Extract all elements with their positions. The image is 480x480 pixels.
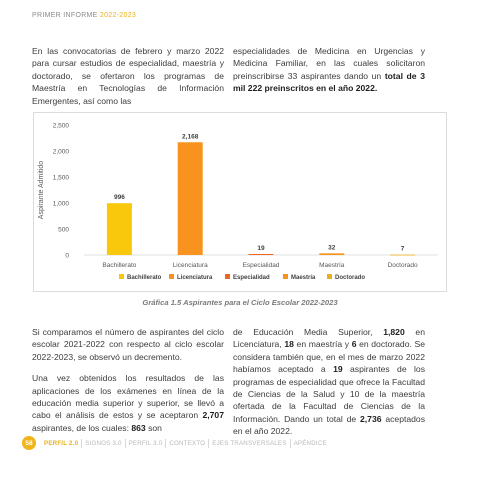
y-tick-label: 1,500 (52, 174, 69, 182)
text-top-right (233, 45, 425, 104)
footer-nav-item[interactable]: PERFIL 2.0 (44, 439, 79, 447)
legend-label: Licenciatura (177, 275, 213, 281)
paragraph (233, 326, 425, 438)
running-header (32, 12, 136, 19)
text-run: En las convocatorias de febrero y marzo 2022 para cursar estudios de especialidad, maestría y doctorado, se ofertaron los programas de Maestría en Tecnologías de Información Emergentes, así como las (32, 46, 224, 106)
text-run: especialidades de Medicina en Urgencias y Medicina Familiar, en las cuales solicitaron preinscribirse 33 aspirantes dando un (233, 46, 425, 81)
text-run: Si comparamos el número de aspirantes del ciclo escolar 2021-2022 con respecto al ciclo escolar 2022-2023, se observó un decremento. (32, 327, 224, 362)
data-label: 7 (400, 245, 405, 253)
page-number: 58 (22, 436, 36, 450)
legend-label: Maestría (291, 275, 316, 281)
text-run: en maestría y (293, 339, 352, 350)
footer-nav-item[interactable]: APÉNDICE (290, 439, 330, 448)
x-tick-label: Especialidad (242, 262, 280, 269)
text-run: aspirantes, de los cuales: (32, 422, 132, 433)
bold-text: 6 (351, 339, 357, 350)
bold-text: 18 (284, 339, 294, 350)
footer-nav (44, 439, 330, 448)
footer-nav-item[interactable]: SIGNOS 3.0 (81, 439, 124, 448)
x-tick-label: Doctorado (387, 262, 418, 269)
text-run: en doctorado. Se considera también que, en el mes de marzo 2022 habíamos aceptado a (233, 339, 426, 375)
legend-swatch (327, 274, 332, 279)
legend-swatch (119, 274, 124, 279)
y-axis-title: Aspirante Admitido (38, 160, 45, 220)
bar-maestría (319, 253, 344, 255)
bold-text: 2,707 (202, 410, 224, 421)
text-bottom-left (32, 326, 224, 443)
text-run: de Educación Media Superior, (233, 327, 384, 337)
y-tick-label: 500 (58, 226, 69, 234)
header-year: 2022-2023 (99, 12, 137, 19)
text-run: aspirantes de los programas de especialidad que ofrece la Facultad de Ciencias de la Salud y 10 de la maestría ofertada de la Facultad de Ciencias de la Información. Dando un total de (233, 364, 425, 424)
x-tick-label: Licenciatura (172, 262, 208, 269)
footer-nav-item[interactable]: CONTEXTO (165, 439, 208, 448)
legend-swatch (283, 274, 288, 279)
header-title: PRIMER INFORME (32, 12, 98, 19)
chart-frame (33, 112, 447, 292)
bar-chart (34, 113, 448, 293)
paragraph (32, 372, 224, 434)
footer-nav-item[interactable]: PERFIL 3.0 (125, 439, 166, 448)
text-run: son (145, 422, 162, 433)
bold-text: 2,736 (360, 413, 382, 424)
bar-licenciatura (178, 142, 203, 255)
bar-doctorado (390, 255, 415, 256)
y-tick-label: 2,000 (52, 148, 69, 156)
text-run: en Licenciatura, (233, 327, 425, 350)
bold-text: total de 3 mil 222 preinscritos en el año 2022. (233, 70, 425, 94)
footer-nav-item[interactable]: EJES TRANSVERSALES (208, 439, 289, 448)
text-run: aceptados en el año 2022. (233, 413, 425, 437)
x-tick-label: Bachillerato (102, 262, 137, 269)
bar-bachillerato (107, 203, 132, 255)
bold-text: 1,820 (383, 327, 405, 337)
legend-label: Bachillerato (127, 275, 162, 281)
bold-text: 863 (131, 422, 146, 433)
bar-especialidad (249, 254, 274, 255)
footer (22, 436, 462, 450)
x-tick-label: Maestría (319, 262, 345, 269)
data-label: 19 (257, 245, 265, 253)
chart-caption: Gráfica 1.5 Aspirantes para el Ciclo Escolar 2022-2023 (142, 298, 338, 307)
y-tick-label: 0 (65, 252, 69, 260)
paragraph (32, 326, 224, 363)
y-tick-label: 2,500 (52, 122, 69, 130)
data-label: 32 (328, 244, 336, 252)
text-run: Una vez obtenidos los resultados de las aplicaciones de los exámenes en línea de la educación media superior y superior, se llevó a cabo el análisis de estos y se aceptaron (32, 373, 224, 421)
paragraph (233, 45, 425, 95)
y-tick-label: 1,000 (52, 200, 69, 208)
bold-text: 19 (333, 364, 343, 375)
paragraph (32, 45, 224, 107)
text-top-left (32, 45, 224, 116)
legend-label: Especialidad (233, 275, 270, 281)
data-label: 996 (113, 194, 125, 202)
legend-label: Doctorado (335, 275, 365, 281)
text-bottom-right (233, 326, 425, 447)
legend-swatch (225, 274, 230, 279)
data-label: 2,168 (182, 133, 199, 141)
legend-swatch (169, 274, 174, 279)
